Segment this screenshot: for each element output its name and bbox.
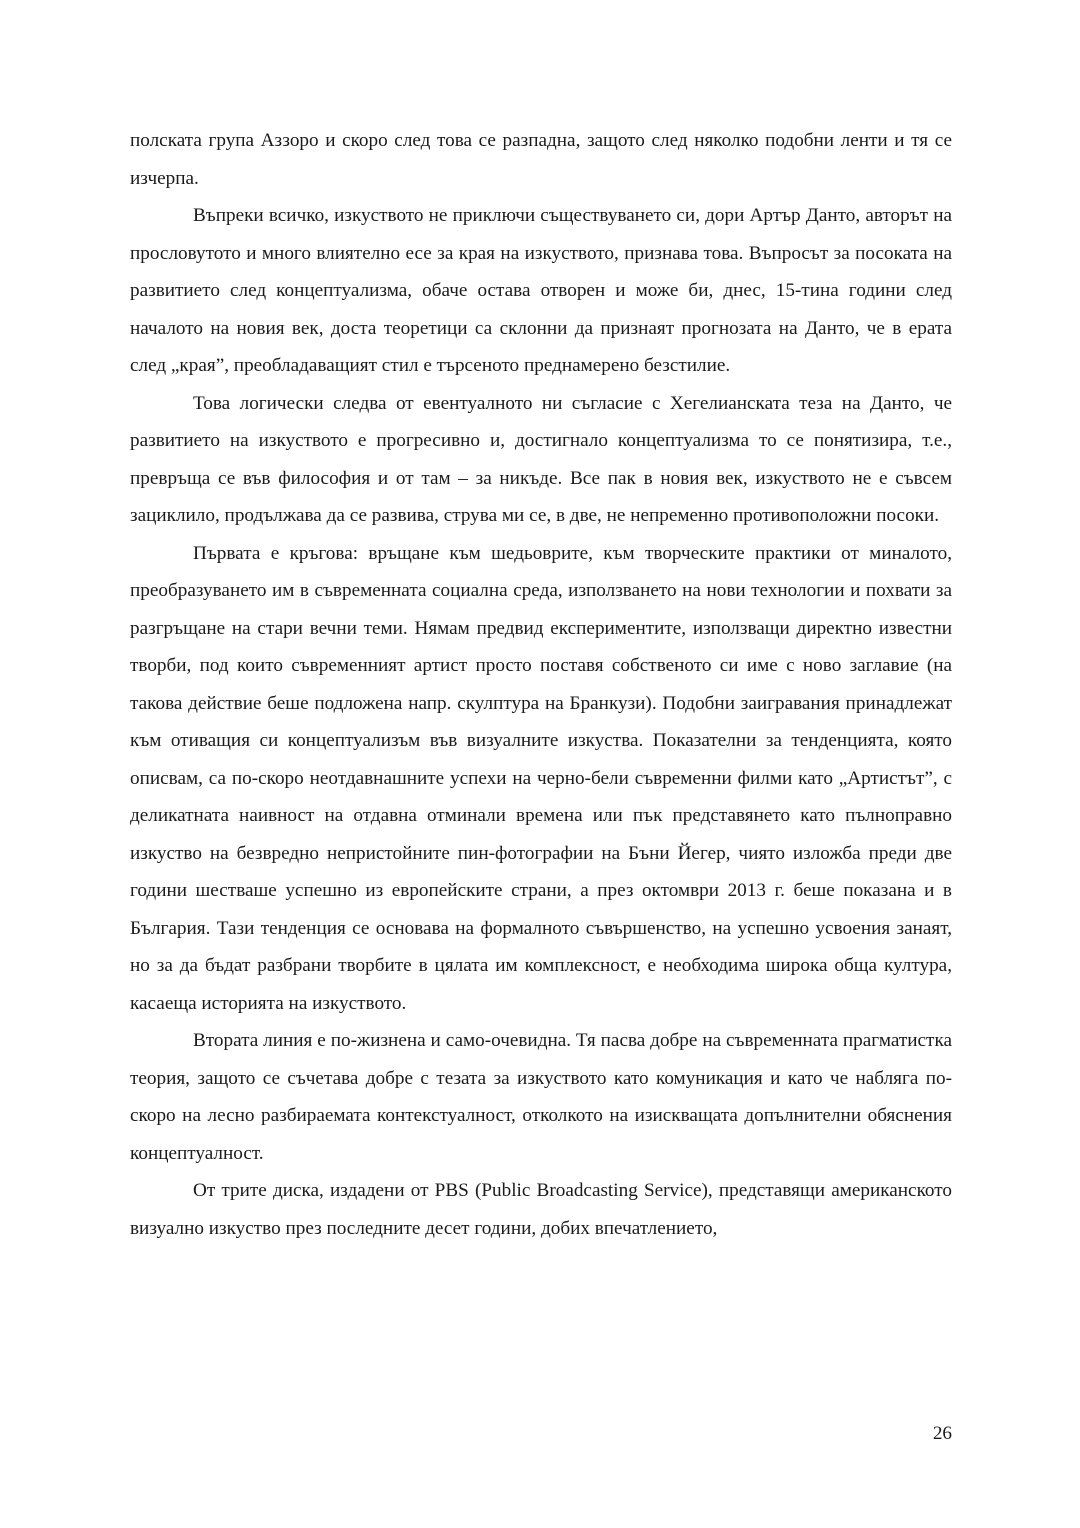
- paragraph: Втората линия е по-жизнена и само-очевидна. Тя пасва добре на съвременната прагматистка теория, защото се съчетава добре с тезата за изкуството като комуникация и като че набляга по-скоро на лесно разбираемата контекстуалност, отколкото на изискващата допълнителни обяснения концептуалност.: [130, 1030, 952, 1164]
- page-number: 26: [932, 1423, 952, 1444]
- body-text: [130, 122, 952, 1247]
- paragraph-continuation: полската група Аззоро и скоро след това се разпадна, защото след няколко подобни ленти и тя се изчерпа.: [130, 130, 952, 189]
- paragraph: Това логически следва от евентуалното ни съгласие с Хегелианската теза на Данто, че развитието на изкуството е прогресивно и, достигнало концептуализма то се понятизира, т.е., превръща се във философия и от там – за никъде. Все пак в новия век, изкуството не е съвсем зациклило, продължава да се развива, струва ми се, в две, не непременно противоположни посоки.: [130, 392, 952, 526]
- paragraph: От трите диска, издадени от PBS (Public Broadcasting Service), представящи американското визуално изкуство през последните десет години, добих впечатлението,: [130, 1180, 952, 1239]
- paragraph: Първата е кръгова: връщане към шедьоврите, към творческите практики от миналото, преобразуването им в съвременната социална среда, използването на нови технологии и похвати за разгръщане на стари вечни теми. Нямам предвид експериментите, използващи директно известни творби, под които съвременният артист просто поставя собственото си име с ново заглавие (на такова действие беше подложена напр. скулптура на Бранкузи). Подобни заигравания принадлежат към отиващия си концептуализъм във визуалните изкуства. Показателни за тенденцията, която описвам, са по-скоро неотдавнашните успехи на черно-бели съвременни филми като „Артистът”, с деликатната наивност на отдавна отминали времена или пък представянето като пълноправно изкуство на безвредно непристойните пин-фотографии на Бъни Йегер, чиято изложба преди две години шестваше успешно из европейските страни, а през октомври 2013 г. беше показана и в България. Тази тенденция се основава на формалното съвършенство, на успешно усвоения занаят, но за да бъдат разбрани творбите в цялата им комплексност, е необходима широка обща култура, касаеща историята на изкуството.: [130, 542, 952, 1014]
- paragraph: Въпреки всичко, изкуството не приключи съществуването си, дори Артър Данто, авторът на прословутото и много влиятелно есе за края на изкуството, признава това. Въпросът за посоката на развитието след концептуализма, обаче остава отворен и може би, днес, 15-тина години след началото на новия век, доста теоретици са склонни да признаят прогнозата на Данто, че в ерата след „края”, преобладаващият стил е търсеното преднамерено безстилие.: [130, 205, 952, 376]
